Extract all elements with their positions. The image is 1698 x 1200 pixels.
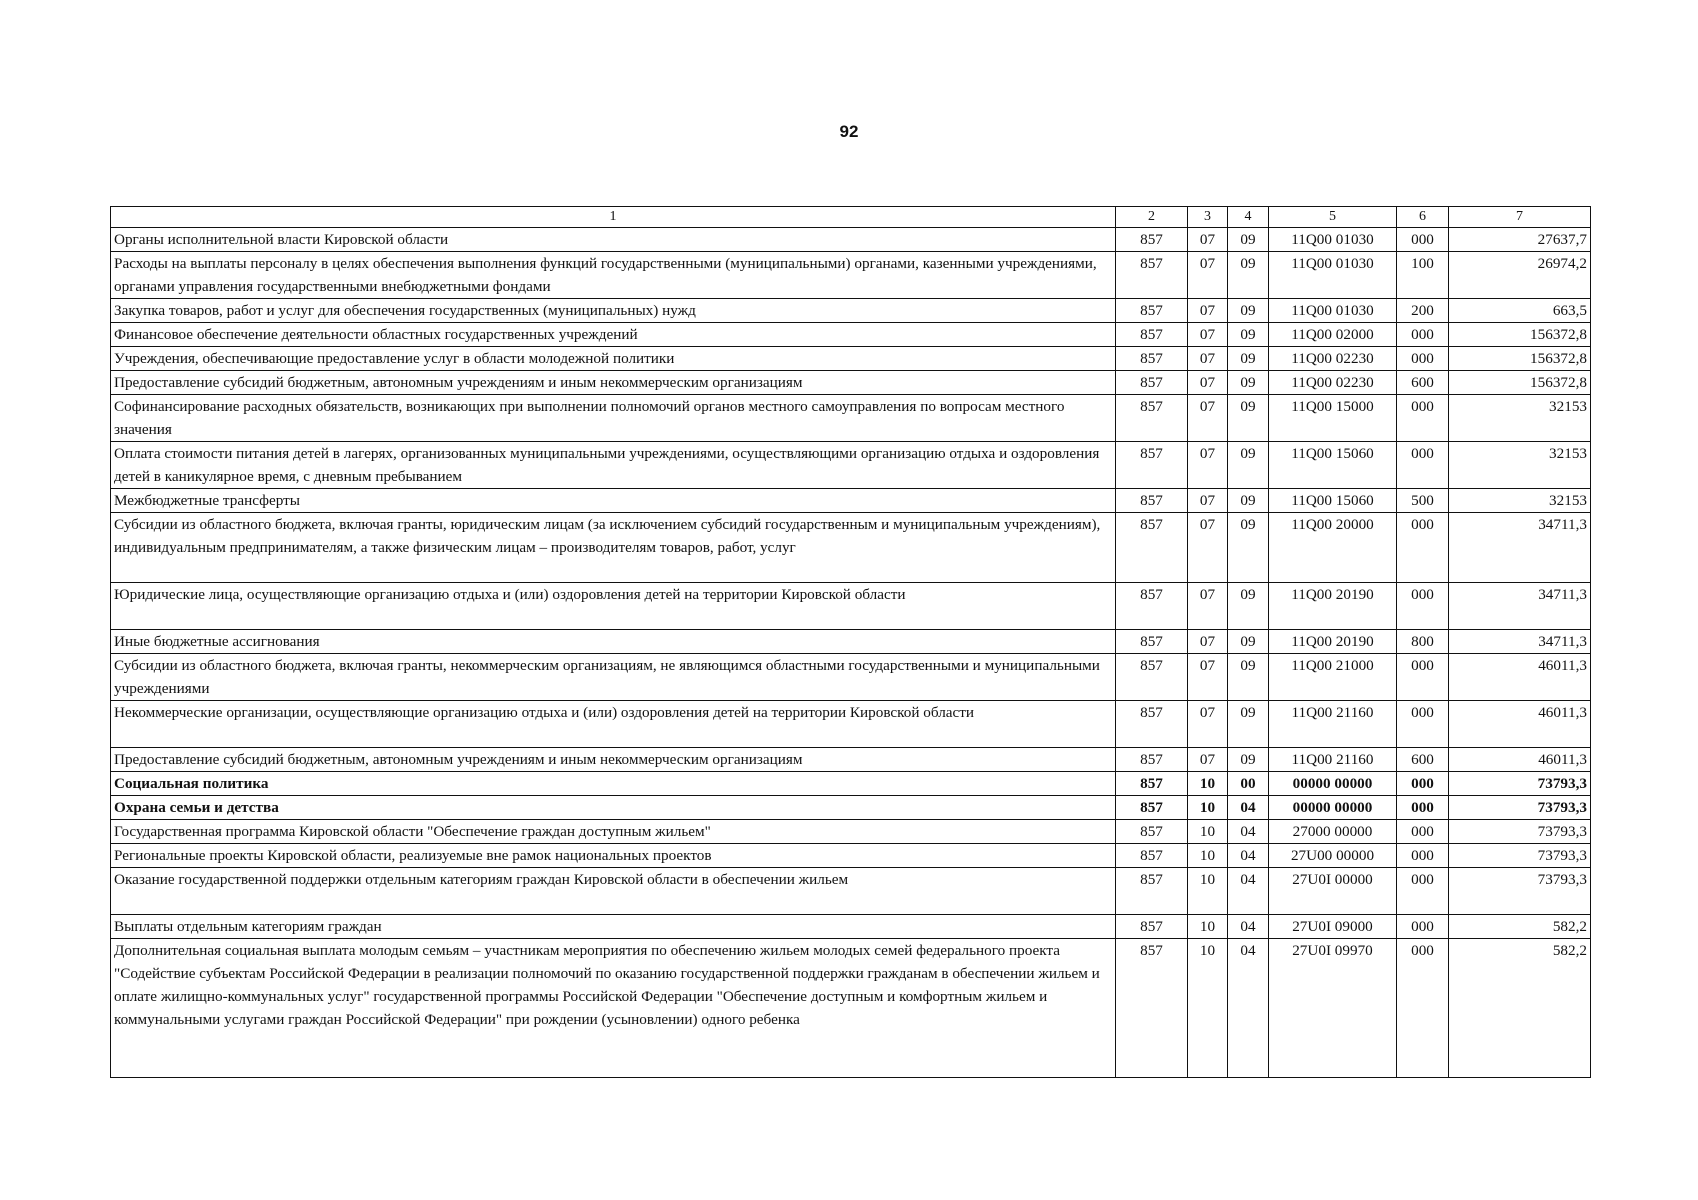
row-name: Учреждения, обеспечивающие предоставление услуг в области молодежной политики bbox=[111, 347, 1116, 371]
col-subsection: 09 bbox=[1228, 654, 1269, 701]
col-ministry-code: 857 bbox=[1116, 772, 1188, 796]
col-expense-type: 000 bbox=[1397, 796, 1449, 820]
col-subsection: 09 bbox=[1228, 489, 1269, 513]
table-row bbox=[111, 489, 1591, 513]
col-target-article: 11Q00 02000 bbox=[1269, 323, 1397, 347]
col-section: 07 bbox=[1188, 371, 1228, 395]
col-expense-type: 000 bbox=[1397, 347, 1449, 371]
col-subsection: 09 bbox=[1228, 371, 1269, 395]
col-amount: 34711,3 bbox=[1449, 583, 1591, 630]
col-section: 07 bbox=[1188, 347, 1228, 371]
col-amount: 73793,3 bbox=[1449, 868, 1591, 915]
col-expense-type: 600 bbox=[1397, 748, 1449, 772]
row-name: Иные бюджетные ассигнования bbox=[111, 630, 1116, 654]
col-expense-type: 000 bbox=[1397, 323, 1449, 347]
table-row bbox=[111, 868, 1591, 915]
col-expense-type: 200 bbox=[1397, 299, 1449, 323]
table-row bbox=[111, 299, 1591, 323]
column-header: 1 bbox=[111, 207, 1116, 228]
col-amount: 582,2 bbox=[1449, 939, 1591, 1078]
col-amount: 156372,8 bbox=[1449, 347, 1591, 371]
col-ministry-code: 857 bbox=[1116, 844, 1188, 868]
row-name: Субсидии из областного бюджета, включая гранты, некоммерческим организациям, не являющимся областными государственными и муниципальными учреждениями bbox=[111, 654, 1116, 701]
table-row bbox=[111, 844, 1591, 868]
row-name: Дополнительная социальная выплата молодым семьям – участникам мероприятия по обеспечению жильем молодых семей федерального проекта "Содействие субъектам Российской Федерации в реализации полномочий по оказанию государственной поддержки гражданам в обеспечении жильем и оплате жилищно-коммунальных услуг" государственной программы Российской Федерации "Обеспечение доступным и комфортным жильем и коммунальными услугами граждан Российской Федерации" при рождении (усыновлении) одного ребенка bbox=[111, 939, 1116, 1078]
col-amount: 582,2 bbox=[1449, 915, 1591, 939]
col-subsection: 04 bbox=[1228, 915, 1269, 939]
col-target-article: 11Q00 01030 bbox=[1269, 228, 1397, 252]
table-body bbox=[111, 228, 1591, 1078]
col-amount: 73793,3 bbox=[1449, 844, 1591, 868]
col-section: 10 bbox=[1188, 915, 1228, 939]
col-subsection: 09 bbox=[1228, 513, 1269, 583]
col-target-article: 11Q00 15060 bbox=[1269, 489, 1397, 513]
col-subsection: 04 bbox=[1228, 868, 1269, 915]
col-subsection: 09 bbox=[1228, 252, 1269, 299]
col-amount: 27637,7 bbox=[1449, 228, 1591, 252]
col-section: 07 bbox=[1188, 489, 1228, 513]
col-target-article: 11Q00 01030 bbox=[1269, 299, 1397, 323]
col-expense-type: 600 bbox=[1397, 371, 1449, 395]
col-target-article: 11Q00 21000 bbox=[1269, 654, 1397, 701]
col-subsection: 04 bbox=[1228, 796, 1269, 820]
col-amount: 46011,3 bbox=[1449, 654, 1591, 701]
col-section: 07 bbox=[1188, 228, 1228, 252]
table-row bbox=[111, 442, 1591, 489]
col-subsection: 09 bbox=[1228, 228, 1269, 252]
column-header: 4 bbox=[1228, 207, 1269, 228]
column-header: 3 bbox=[1188, 207, 1228, 228]
row-name: Оплата стоимости питания детей в лагерях, организованных муниципальными учреждениями, осуществляющими организацию отдыха и оздоровления детей в каникулярное время, с дневным пребыванием bbox=[111, 442, 1116, 489]
col-target-article: 27U0I 00000 bbox=[1269, 868, 1397, 915]
table-row bbox=[111, 347, 1591, 371]
col-amount: 32153 bbox=[1449, 442, 1591, 489]
row-name: Субсидии из областного бюджета, включая гранты, юридическим лицам (за исключением субсидий государственным и муниципальным учреждениям), индивидуальным предпринимателям, а также физическим лицам – производителям товаров, работ, услуг bbox=[111, 513, 1116, 583]
col-expense-type: 000 bbox=[1397, 654, 1449, 701]
col-target-article: 11Q00 20190 bbox=[1269, 583, 1397, 630]
col-ministry-code: 857 bbox=[1116, 748, 1188, 772]
budget-table bbox=[110, 206, 1591, 1078]
col-section: 07 bbox=[1188, 748, 1228, 772]
row-name: Закупка товаров, работ и услуг для обеспечения государственных (муниципальных) нужд bbox=[111, 299, 1116, 323]
col-section: 07 bbox=[1188, 299, 1228, 323]
table-row bbox=[111, 654, 1591, 701]
col-ministry-code: 857 bbox=[1116, 489, 1188, 513]
col-ministry-code: 857 bbox=[1116, 939, 1188, 1078]
row-name: Государственная программа Кировской области "Обеспечение граждан доступным жильем" bbox=[111, 820, 1116, 844]
row-name: Межбюджетные трансферты bbox=[111, 489, 1116, 513]
col-ministry-code: 857 bbox=[1116, 915, 1188, 939]
col-amount: 46011,3 bbox=[1449, 701, 1591, 748]
col-subsection: 09 bbox=[1228, 395, 1269, 442]
col-expense-type: 000 bbox=[1397, 844, 1449, 868]
column-header: 7 bbox=[1449, 207, 1591, 228]
table-row bbox=[111, 323, 1591, 347]
col-subsection: 09 bbox=[1228, 347, 1269, 371]
col-ministry-code: 857 bbox=[1116, 820, 1188, 844]
col-expense-type: 000 bbox=[1397, 939, 1449, 1078]
table-row bbox=[111, 915, 1591, 939]
col-subsection: 04 bbox=[1228, 844, 1269, 868]
col-target-article: 11Q00 01030 bbox=[1269, 252, 1397, 299]
col-target-article: 27U0I 09000 bbox=[1269, 915, 1397, 939]
page-number: 92 bbox=[839, 122, 859, 141]
col-amount: 26974,2 bbox=[1449, 252, 1591, 299]
col-ministry-code: 857 bbox=[1116, 252, 1188, 299]
col-section: 10 bbox=[1188, 820, 1228, 844]
col-expense-type: 100 bbox=[1397, 252, 1449, 299]
col-ministry-code: 857 bbox=[1116, 583, 1188, 630]
row-name: Юридические лица, осуществляющие организацию отдыха и (или) оздоровления детей на территории Кировской области bbox=[111, 583, 1116, 630]
table-row bbox=[111, 252, 1591, 299]
col-amount: 34711,3 bbox=[1449, 513, 1591, 583]
col-ministry-code: 857 bbox=[1116, 299, 1188, 323]
col-ministry-code: 857 bbox=[1116, 228, 1188, 252]
col-section: 07 bbox=[1188, 654, 1228, 701]
col-section: 10 bbox=[1188, 939, 1228, 1078]
table-row bbox=[111, 701, 1591, 748]
col-expense-type: 000 bbox=[1397, 772, 1449, 796]
col-section: 07 bbox=[1188, 442, 1228, 489]
col-target-article: 11Q00 21160 bbox=[1269, 701, 1397, 748]
col-ministry-code: 857 bbox=[1116, 701, 1188, 748]
col-section: 10 bbox=[1188, 772, 1228, 796]
col-target-article: 27U0I 09970 bbox=[1269, 939, 1397, 1078]
col-subsection: 09 bbox=[1228, 630, 1269, 654]
col-ministry-code: 857 bbox=[1116, 395, 1188, 442]
col-target-article: 11Q00 20000 bbox=[1269, 513, 1397, 583]
col-amount: 46011,3 bbox=[1449, 748, 1591, 772]
col-target-article: 27000 00000 bbox=[1269, 820, 1397, 844]
col-target-article: 11Q00 20190 bbox=[1269, 630, 1397, 654]
table-row bbox=[111, 395, 1591, 442]
col-subsection: 09 bbox=[1228, 299, 1269, 323]
col-subsection: 04 bbox=[1228, 820, 1269, 844]
col-section: 10 bbox=[1188, 844, 1228, 868]
col-subsection: 09 bbox=[1228, 701, 1269, 748]
table-row bbox=[111, 748, 1591, 772]
col-expense-type: 000 bbox=[1397, 228, 1449, 252]
col-amount: 663,5 bbox=[1449, 299, 1591, 323]
col-expense-type: 000 bbox=[1397, 513, 1449, 583]
col-section: 07 bbox=[1188, 513, 1228, 583]
table-row bbox=[111, 583, 1591, 630]
col-ministry-code: 857 bbox=[1116, 796, 1188, 820]
col-target-article: 00000 00000 bbox=[1269, 772, 1397, 796]
col-ministry-code: 857 bbox=[1116, 347, 1188, 371]
col-section: 07 bbox=[1188, 701, 1228, 748]
col-expense-type: 000 bbox=[1397, 868, 1449, 915]
row-name: Охрана семьи и детства bbox=[111, 796, 1116, 820]
table-row bbox=[111, 820, 1591, 844]
col-subsection: 04 bbox=[1228, 939, 1269, 1078]
col-subsection: 00 bbox=[1228, 772, 1269, 796]
col-amount: 156372,8 bbox=[1449, 371, 1591, 395]
col-subsection: 09 bbox=[1228, 442, 1269, 489]
col-target-article: 11Q00 15060 bbox=[1269, 442, 1397, 489]
col-section: 10 bbox=[1188, 868, 1228, 915]
col-section: 10 bbox=[1188, 796, 1228, 820]
table-row bbox=[111, 630, 1591, 654]
row-name: Региональные проекты Кировской области, реализуемые вне рамок национальных проектов bbox=[111, 844, 1116, 868]
col-expense-type: 000 bbox=[1397, 915, 1449, 939]
table-row bbox=[111, 371, 1591, 395]
table-row bbox=[111, 939, 1591, 1078]
row-name: Предоставление субсидий бюджетным, автономным учреждениям и иным некоммерческим организациям bbox=[111, 371, 1116, 395]
col-ministry-code: 857 bbox=[1116, 442, 1188, 489]
col-amount: 73793,3 bbox=[1449, 772, 1591, 796]
col-ministry-code: 857 bbox=[1116, 654, 1188, 701]
row-name: Социальная политика bbox=[111, 772, 1116, 796]
col-amount: 156372,8 bbox=[1449, 323, 1591, 347]
col-expense-type: 000 bbox=[1397, 395, 1449, 442]
column-number-row bbox=[111, 207, 1591, 228]
col-expense-type: 800 bbox=[1397, 630, 1449, 654]
col-expense-type: 000 bbox=[1397, 583, 1449, 630]
col-amount: 32153 bbox=[1449, 395, 1591, 442]
col-target-article: 27U00 00000 bbox=[1269, 844, 1397, 868]
col-amount: 32153 bbox=[1449, 489, 1591, 513]
col-section: 07 bbox=[1188, 630, 1228, 654]
col-section: 07 bbox=[1188, 583, 1228, 630]
row-name: Некоммерческие организации, осуществляющие организацию отдыха и (или) оздоровления детей на территории Кировской области bbox=[111, 701, 1116, 748]
col-section: 07 bbox=[1188, 395, 1228, 442]
col-amount: 34711,3 bbox=[1449, 630, 1591, 654]
col-expense-type: 500 bbox=[1397, 489, 1449, 513]
col-expense-type: 000 bbox=[1397, 820, 1449, 844]
row-name: Финансовое обеспечение деятельности областных государственных учреждений bbox=[111, 323, 1116, 347]
col-subsection: 09 bbox=[1228, 583, 1269, 630]
row-name: Предоставление субсидий бюджетным, автономным учреждениям и иным некоммерческим организациям bbox=[111, 748, 1116, 772]
column-header: 6 bbox=[1397, 207, 1449, 228]
col-ministry-code: 857 bbox=[1116, 371, 1188, 395]
col-section: 07 bbox=[1188, 323, 1228, 347]
col-subsection: 09 bbox=[1228, 323, 1269, 347]
table-row bbox=[111, 772, 1591, 796]
col-target-article: 11Q00 21160 bbox=[1269, 748, 1397, 772]
col-section: 07 bbox=[1188, 252, 1228, 299]
col-expense-type: 000 bbox=[1397, 442, 1449, 489]
column-header: 5 bbox=[1269, 207, 1397, 228]
col-amount: 73793,3 bbox=[1449, 796, 1591, 820]
table-row bbox=[111, 513, 1591, 583]
table-row bbox=[111, 228, 1591, 252]
col-amount: 73793,3 bbox=[1449, 820, 1591, 844]
row-name: Софинансирование расходных обязательств, возникающих при выполнении полномочий органов местного самоуправления по вопросам местного значения bbox=[111, 395, 1116, 442]
col-target-article: 00000 00000 bbox=[1269, 796, 1397, 820]
col-target-article: 11Q00 02230 bbox=[1269, 371, 1397, 395]
col-ministry-code: 857 bbox=[1116, 513, 1188, 583]
table-row bbox=[111, 796, 1591, 820]
row-name: Органы исполнительной власти Кировской области bbox=[111, 228, 1116, 252]
row-name: Выплаты отдельным категориям граждан bbox=[111, 915, 1116, 939]
col-ministry-code: 857 bbox=[1116, 630, 1188, 654]
col-expense-type: 000 bbox=[1397, 701, 1449, 748]
row-name: Оказание государственной поддержки отдельным категориям граждан Кировской области в обеспечении жильем bbox=[111, 868, 1116, 915]
col-ministry-code: 857 bbox=[1116, 323, 1188, 347]
col-target-article: 11Q00 02230 bbox=[1269, 347, 1397, 371]
column-header: 2 bbox=[1116, 207, 1188, 228]
col-subsection: 09 bbox=[1228, 748, 1269, 772]
col-ministry-code: 857 bbox=[1116, 868, 1188, 915]
row-name: Расходы на выплаты персоналу в целях обеспечения выполнения функций государственными (муниципальными) органами, казенными учреждениями, органами управления государственными внебюджетными фондами bbox=[111, 252, 1116, 299]
col-target-article: 11Q00 15000 bbox=[1269, 395, 1397, 442]
